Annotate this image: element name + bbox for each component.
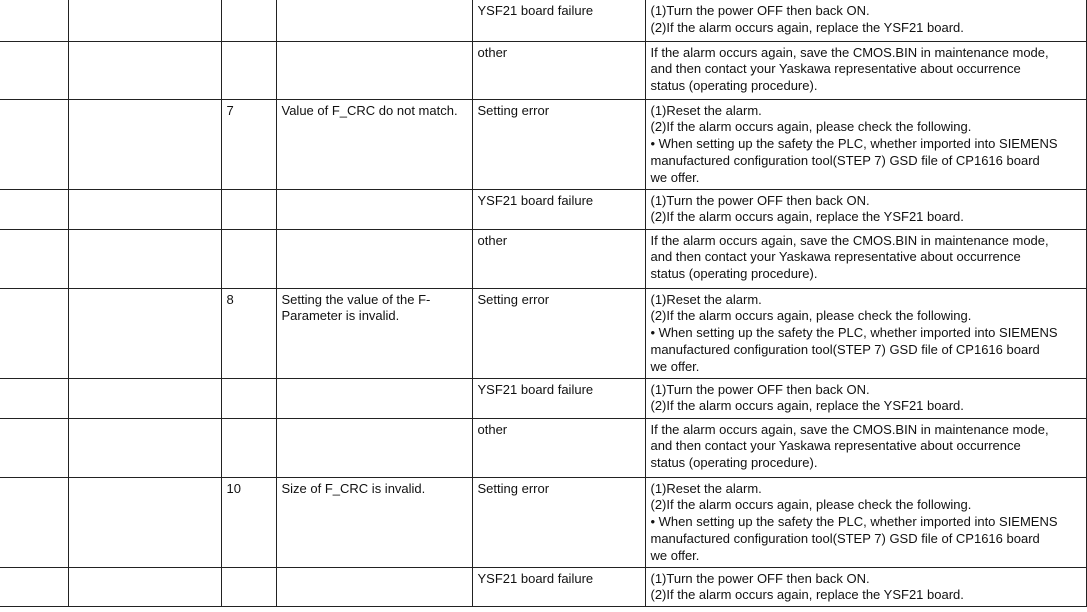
detail-cell <box>276 0 472 41</box>
table-row <box>0 378 1086 418</box>
alarm-name-cell <box>68 378 221 418</box>
detail-cell <box>276 378 472 418</box>
table-row <box>0 0 1086 41</box>
cause-cell: YSF21 board failure <box>472 0 645 41</box>
table-row <box>0 41 1086 99</box>
remedy-cell: If the alarm occurs again, save the CMOS.BIN in maintenance mode, and then contact your Yaskawa representative about occurrence status (operating procedure). <box>645 418 1086 477</box>
alarm-name-cell <box>68 41 221 99</box>
detail-cell <box>276 418 472 477</box>
remedy-cell: (1)Turn the power OFF then back ON. (2)If the alarm occurs again, replace the YSF21 board. <box>645 0 1086 41</box>
alarm-name-cell <box>68 0 221 41</box>
alarm-name-cell <box>68 418 221 477</box>
sub-code-cell <box>221 378 276 418</box>
remedy-cell: (1)Reset the alarm. (2)If the alarm occurs again, please check the following. • When setting up the safety the PLC, whether imported into SIEMENS manufactured configuration tool(STEP 7) GSD file of CP1616 board we offer. <box>645 288 1086 378</box>
cause-cell: YSF21 board failure <box>472 378 645 418</box>
remedy-cell: (1)Turn the power OFF then back ON. (2)If the alarm occurs again, replace the YSF21 board. <box>645 189 1086 229</box>
detail-cell <box>276 567 472 606</box>
alarm-no-cell <box>0 99 68 189</box>
table-row <box>0 418 1086 477</box>
alarm-no-cell <box>0 0 68 41</box>
remedy-cell: If the alarm occurs again, save the CMOS.BIN in maintenance mode, and then contact your Yaskawa representative about occurrence status (operating procedure). <box>645 41 1086 99</box>
alarm-no-cell <box>0 229 68 288</box>
alarm-no-cell <box>0 41 68 99</box>
remedy-cell: (1)Turn the power OFF then back ON. (2)If the alarm occurs again, replace the YSF21 board. <box>645 378 1086 418</box>
alarm-no-cell <box>0 418 68 477</box>
alarm-name-cell <box>68 477 221 567</box>
cause-cell: Setting error <box>472 477 645 567</box>
cause-cell: other <box>472 418 645 477</box>
sub-code-cell <box>221 567 276 606</box>
remedy-cell: (1)Turn the power OFF then back ON. (2)If the alarm occurs again, replace the YSF21 board. <box>645 567 1086 606</box>
cause-cell: Setting error <box>472 99 645 189</box>
alarm-name-cell <box>68 288 221 378</box>
alarm-name-cell <box>68 99 221 189</box>
sub-code-cell <box>221 41 276 99</box>
cause-cell: other <box>472 229 645 288</box>
table-row <box>0 477 1086 567</box>
sub-code-cell: 10 <box>221 477 276 567</box>
cause-cell: YSF21 board failure <box>472 567 645 606</box>
detail-cell <box>276 41 472 99</box>
alarm-no-cell <box>0 189 68 229</box>
sub-code-cell <box>221 418 276 477</box>
alarm-no-cell <box>0 288 68 378</box>
table-row <box>0 99 1086 189</box>
sub-code-cell <box>221 189 276 229</box>
alarm-name-cell <box>68 567 221 606</box>
alarm-no-cell <box>0 567 68 606</box>
detail-cell <box>276 189 472 229</box>
sub-code-cell: 7 <box>221 99 276 189</box>
alarm-name-cell <box>68 229 221 288</box>
detail-cell: Size of F_CRC is invalid. <box>276 477 472 567</box>
sub-code-cell <box>221 229 276 288</box>
cause-cell: Setting error <box>472 288 645 378</box>
alarm-name-cell <box>68 189 221 229</box>
table-row <box>0 229 1086 288</box>
alarm-no-cell <box>0 477 68 567</box>
detail-cell: Setting the value of the F- Parameter is invalid. <box>276 288 472 378</box>
table-row <box>0 189 1086 229</box>
remedy-cell: (1)Reset the alarm. (2)If the alarm occurs again, please check the following. • When setting up the safety the PLC, whether imported into SIEMENS manufactured configuration tool(STEP 7) GSD file of CP1616 board we offer. <box>645 477 1086 567</box>
detail-cell <box>276 229 472 288</box>
sub-code-cell: 8 <box>221 288 276 378</box>
sub-code-cell <box>221 0 276 41</box>
cause-cell: other <box>472 41 645 99</box>
detail-cell: Value of F_CRC do not match. <box>276 99 472 189</box>
cause-cell: YSF21 board failure <box>472 189 645 229</box>
table-row <box>0 567 1086 606</box>
alarm-no-cell <box>0 378 68 418</box>
table-row <box>0 288 1086 378</box>
remedy-cell: If the alarm occurs again, save the CMOS.BIN in maintenance mode, and then contact your Yaskawa representative about occurrence status (operating procedure). <box>645 229 1086 288</box>
remedy-cell: (1)Reset the alarm. (2)If the alarm occurs again, please check the following. • When setting up the safety the PLC, whether imported into SIEMENS manufactured configuration tool(STEP 7) GSD file of CP1616 board we offer. <box>645 99 1086 189</box>
